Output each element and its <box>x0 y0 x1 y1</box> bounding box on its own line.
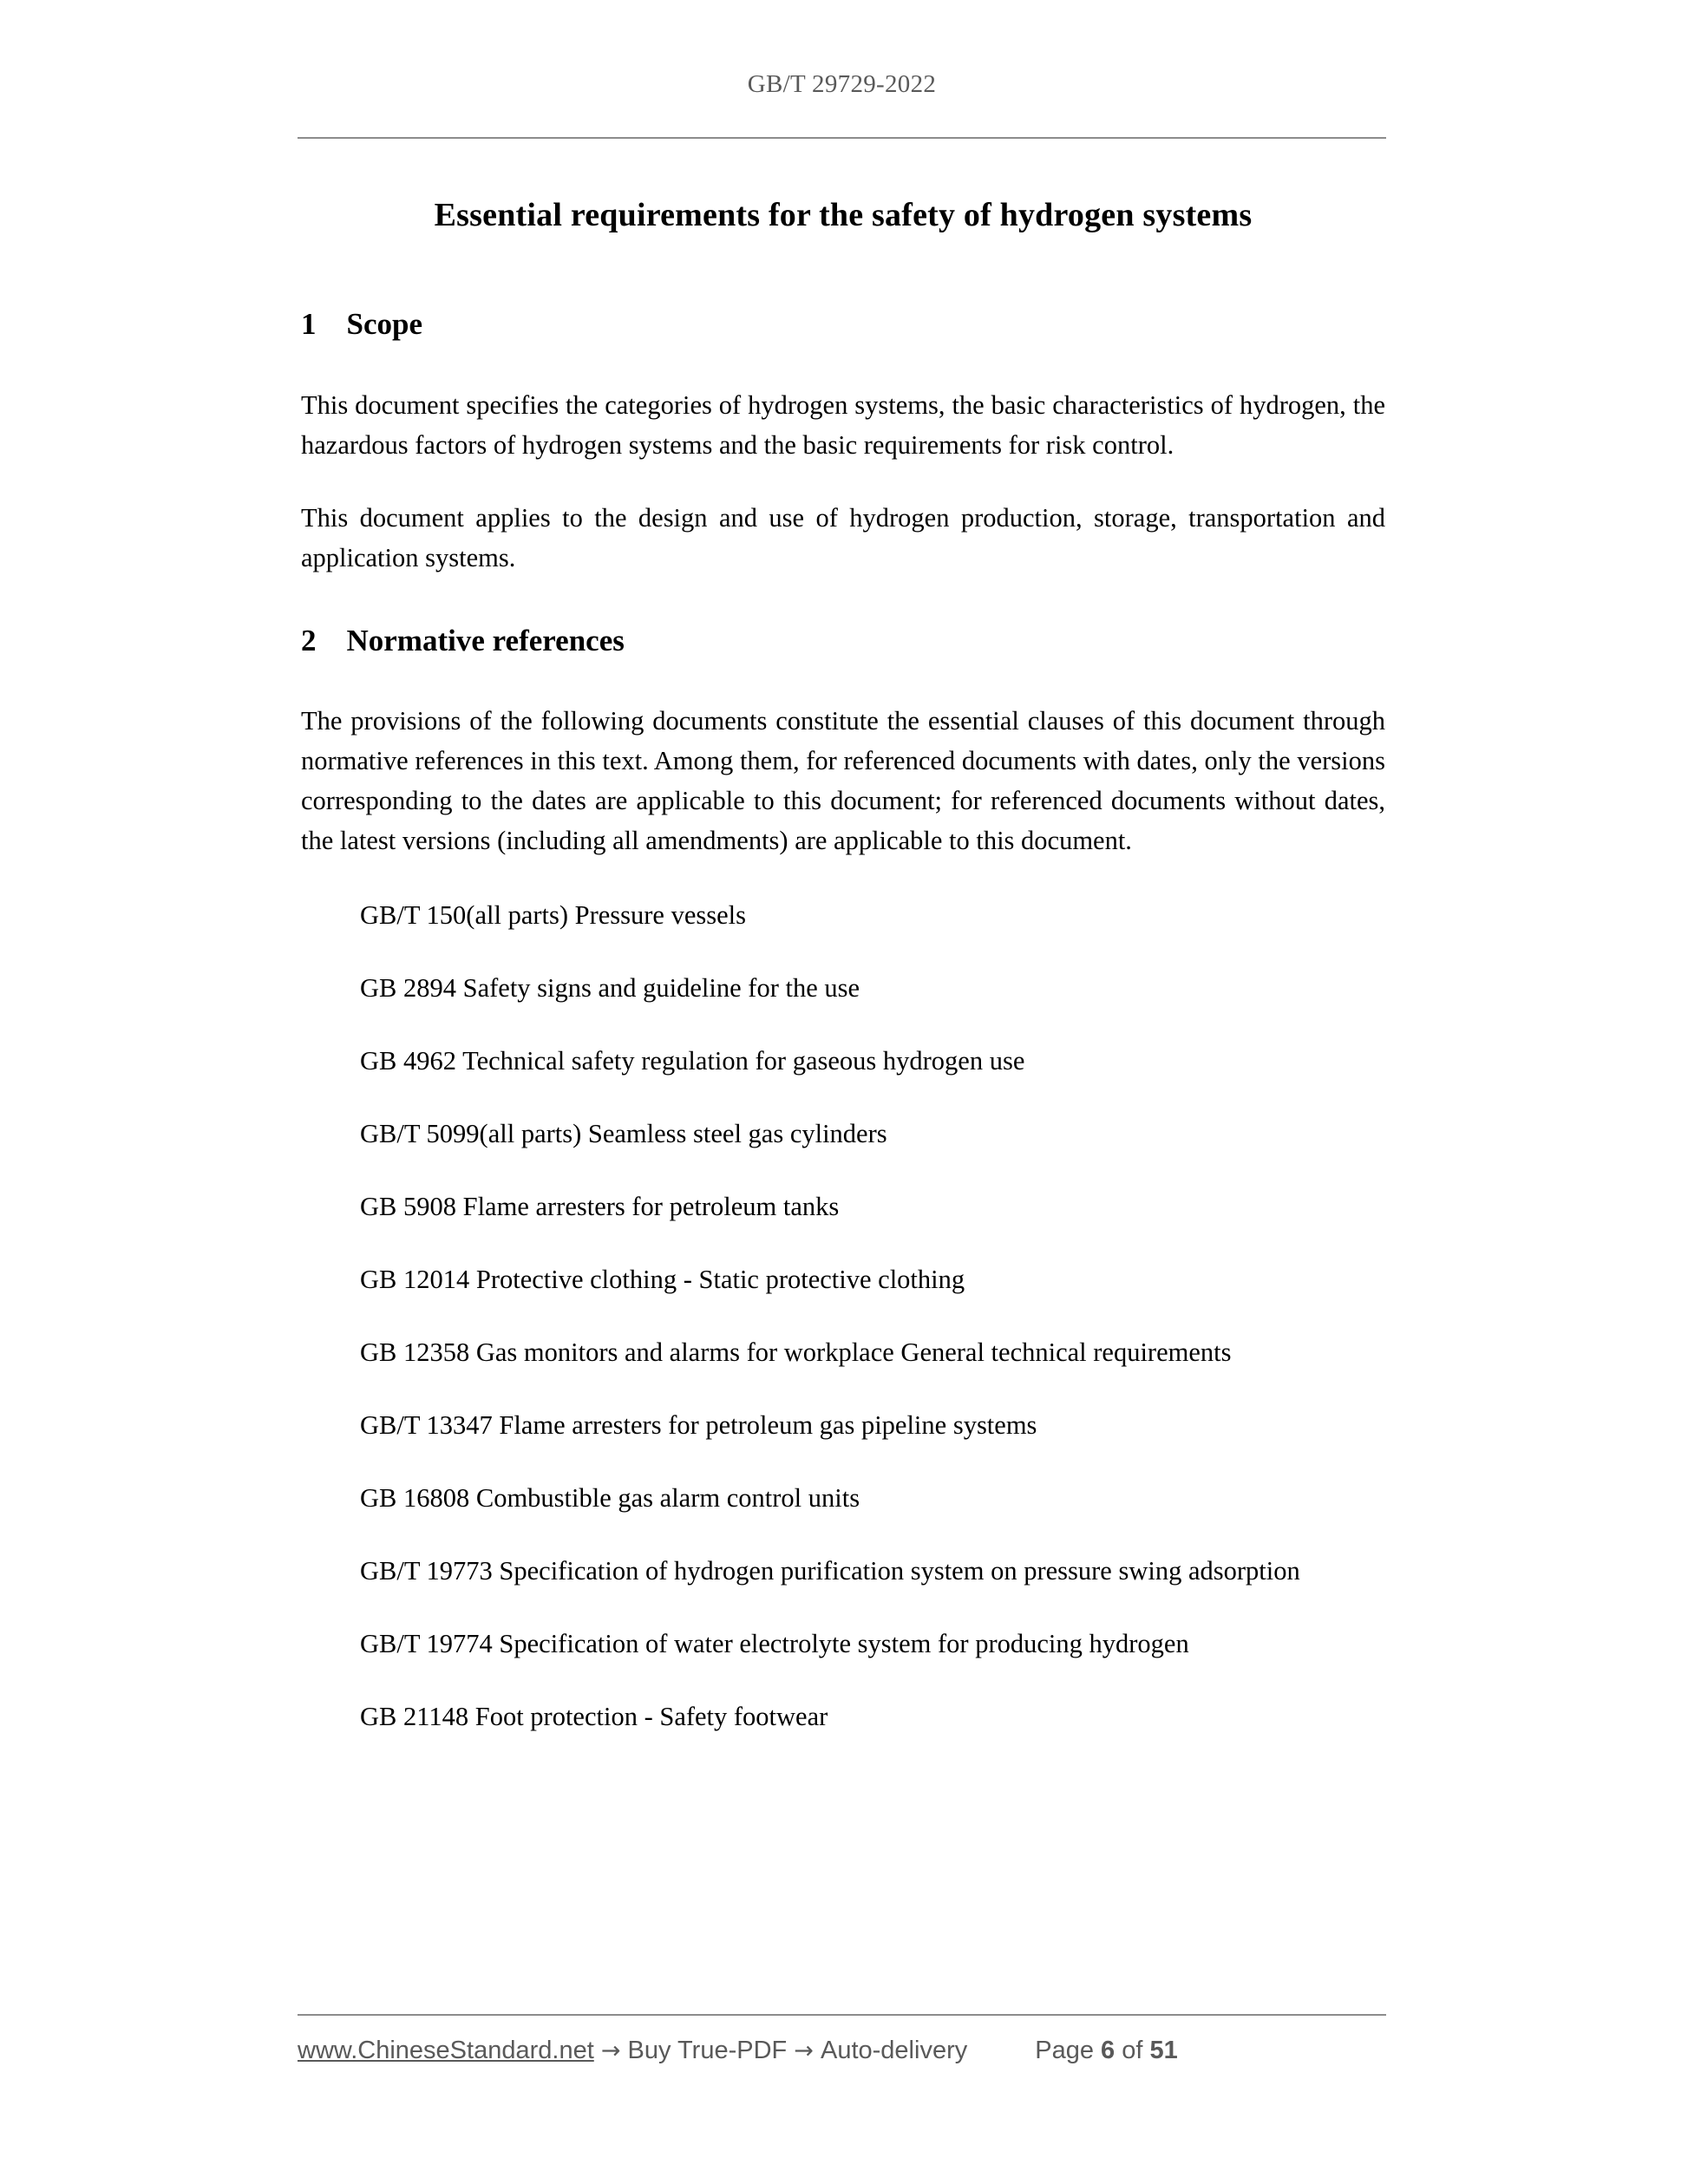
footer-space-2 <box>620 2037 627 2065</box>
list-item: GB 4962 Technical safety regulation for gaseous hydrogen use <box>360 1045 1025 1076</box>
arrow-right-icon: → <box>600 2037 621 2064</box>
list-item: GB 16808 Combustible gas alarm control units <box>360 1482 860 1513</box>
arrow-right-icon-2: → <box>794 2037 814 2064</box>
list-item: GB 12014 Protective clothing - Static protective clothing <box>360 1264 965 1294</box>
page-label: Page <box>1035 2037 1094 2064</box>
running-header <box>298 71 1386 99</box>
footer-promo <box>298 2037 967 2065</box>
list-item: GB/T 19773 Specification of hydrogen purification system on pressure swing adsorption <box>360 1555 1300 1586</box>
header-divider <box>298 137 1386 139</box>
section-heading-scope: 1 Scope <box>301 306 422 341</box>
document-body <box>301 195 1385 1736</box>
footer-site-link[interactable]: www.ChineseStandard.net <box>298 2037 594 2064</box>
page-indicator <box>1035 2037 1178 2065</box>
list-item: GB 2894 Safety signs and guideline for the use <box>360 972 860 1003</box>
list-item: GB/T 19774 Specification of water electrolyte system for producing hydrogen <box>360 1628 1189 1658</box>
page-space-1 <box>1094 2037 1101 2064</box>
header-standard-number: GB/T 29729-2022 <box>747 70 937 98</box>
of-label: of <box>1122 2037 1143 2064</box>
footer-offer-label: Buy True-PDF <box>627 2037 788 2064</box>
page-title: Essential requirements for the safety of hydrogen systems <box>434 197 1253 233</box>
paragraph: This document applies to the design and use of hydrogen production, storage, transportation and application systems. <box>301 503 1385 572</box>
paragraph: The provisions of the following documents constitute the essential clauses of this document through normative references in this text. Among them, for referenced documents with dates, only the versions corresponding to the dates are applicable to this document; for referenced documents without dates, the latest versions (including all amendments) are applicable to this document. <box>301 705 1385 855</box>
list-item: GB/T 13347 Flame arresters for petroleum gas pipeline systems <box>360 1409 1037 1440</box>
page-footer <box>298 2037 1392 2065</box>
page-number: 6 <box>1101 2037 1116 2064</box>
list-item: GB/T 150(all parts) Pressure vessels <box>360 899 747 930</box>
paragraph: This document specifies the categories of hydrogen systems, the basic characteristics of hydrogen, the hazardous factors of hydrogen systems and the basic requirements for risk control. <box>301 390 1385 460</box>
total-pages: 51 <box>1149 2037 1178 2064</box>
footer-delivery-label: Auto-delivery <box>820 2037 968 2064</box>
footer-space-1 <box>594 2037 601 2065</box>
footer-divider <box>298 2014 1386 2016</box>
list-item: GB 21148 Foot protection - Safety footwear <box>360 1701 828 1731</box>
list-item: GB 5908 Flame arresters for petroleum tanks <box>360 1191 840 1221</box>
footer-space-3 <box>787 2037 794 2065</box>
section-heading-normative-references: 2 Normative references <box>301 624 625 657</box>
list-item: GB/T 5099(all parts) Seamless steel gas cylinders <box>360 1118 887 1148</box>
list-item: GB 12358 Gas monitors and alarms for workplace General technical requirements <box>360 1337 1232 1367</box>
footer-space-4 <box>814 2037 821 2065</box>
